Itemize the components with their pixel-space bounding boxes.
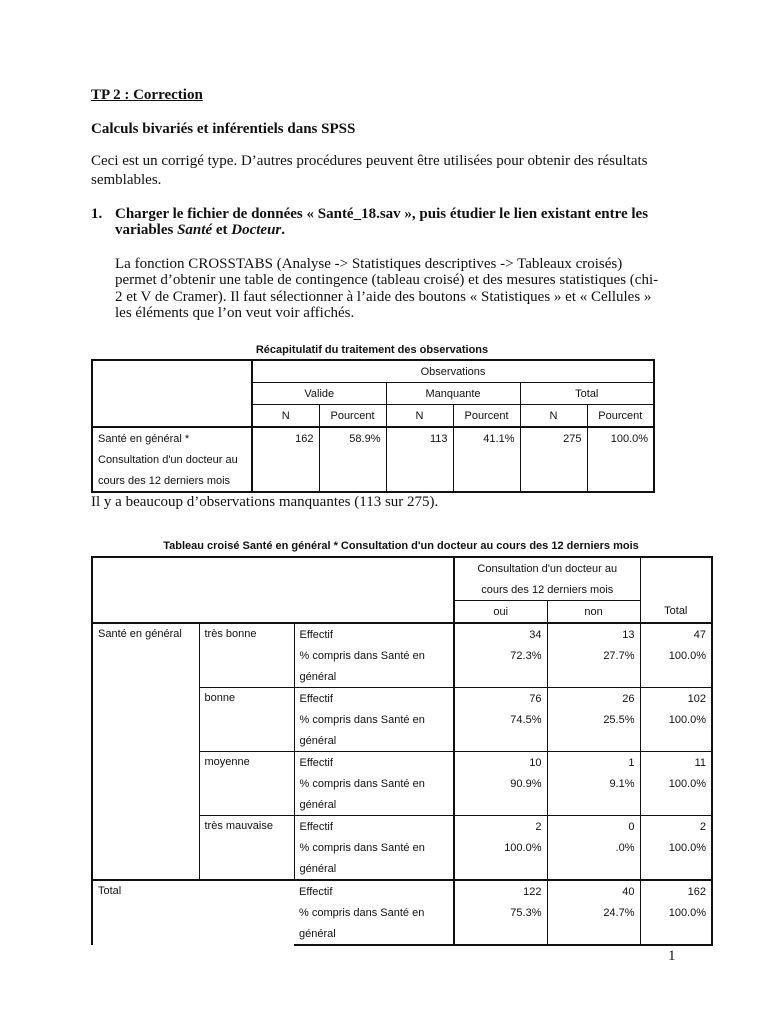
- crosstab-pct-label-2: général: [294, 858, 454, 880]
- crosstab-col-non: non: [547, 601, 640, 624]
- crosstab-cell: 9.1%: [547, 773, 640, 794]
- crosstab-cell: 24.7%: [547, 902, 640, 923]
- summary-row-label-2: Consultation d'un docteur au: [92, 449, 252, 470]
- crosstab-total-label: Total: [92, 880, 294, 945]
- crosstab-cell: 102: [640, 688, 712, 710]
- summary-table-caption: Récapitulatif du traitement des observations: [255, 344, 489, 356]
- summary-table: [91, 359, 655, 493]
- crosstab-cell: 74.5%: [454, 709, 547, 730]
- summary-row-label-1: Santé en général *: [92, 427, 252, 449]
- crosstab-group-label: très bonne: [199, 623, 294, 688]
- crosstab-effectif-label: Effectif: [294, 688, 454, 710]
- summary-cell: 100.0%: [587, 427, 654, 449]
- summary-n-1: N: [252, 405, 319, 428]
- para-line-1: La fonction CROSSTABS (Analyse -> Statistiques descriptives -> Tableaux croisés): [115, 256, 623, 272]
- q-part-a: variables: [115, 222, 178, 238]
- q-part-c: et: [212, 222, 232, 238]
- summary-cell: 58.9%: [319, 427, 386, 449]
- para-line-4: les éléments que l’on veut voir affichés.: [115, 305, 355, 321]
- summary-row-label-3: cours des 12 derniers mois: [92, 470, 252, 492]
- crosstab-cell: 1: [547, 752, 640, 774]
- intro-line-2: semblables.: [91, 172, 162, 188]
- crosstab-col-group-2: cours des 12 derniers mois: [454, 579, 640, 601]
- crosstab-effectif-label: Effectif: [294, 880, 454, 902]
- crosstab-cell: 100.0%: [454, 837, 547, 858]
- doc-subtitle: Calculs bivariés et inférentiels dans SPSS: [91, 121, 356, 137]
- question-number: 1.: [91, 206, 103, 222]
- crosstab-cell: 76: [454, 688, 547, 710]
- q-part-b: Santé: [177, 222, 213, 238]
- crosstab-cell: 0: [547, 816, 640, 838]
- summary-cell: 162: [252, 427, 319, 449]
- summary-manquante: Manquante: [386, 383, 520, 405]
- crosstab-cell: 162: [640, 880, 712, 902]
- crosstab-effectif-label: Effectif: [294, 623, 454, 645]
- summary-cell: 113: [386, 427, 453, 449]
- crosstab-group-label: bonne: [199, 688, 294, 752]
- crosstab-cell: 100.0%: [640, 902, 712, 923]
- summary-pct-2: Pourcent: [453, 405, 520, 428]
- crosstab-cell: 2: [454, 816, 547, 838]
- crosstab-cell: 27.7%: [547, 645, 640, 666]
- crosstab-cell: 75.3%: [454, 902, 547, 923]
- crosstab-cell: 11: [640, 752, 712, 774]
- crosstab-pct-label: % compris dans Santé en: [294, 902, 454, 923]
- crosstab-col-oui: oui: [454, 601, 547, 624]
- crosstab-group-label: moyenne: [199, 752, 294, 816]
- crosstab-effectif-label: Effectif: [294, 816, 454, 838]
- crosstab-cell: 13: [547, 623, 640, 645]
- crosstab-col-total: Total: [640, 601, 712, 624]
- crosstab-table: [91, 556, 713, 946]
- crosstab-pct-label: % compris dans Santé en: [294, 709, 454, 730]
- para-line-2: permet d’obtenir une table de contingence (tableau croisé) et des mesures statistiques (chi-: [115, 272, 659, 288]
- crosstab-pct-label: % compris dans Santé en: [294, 773, 454, 794]
- intro-line-1: Ceci est un corrigé type. D’autres procédures peuvent être utilisées pour obtenir des résultats: [91, 153, 648, 169]
- doc-title: TP 2 : Correction: [91, 87, 203, 103]
- summary-corner: [92, 360, 252, 427]
- crosstab-pct-label-2: général: [294, 730, 454, 752]
- crosstab-effectif-label: Effectif: [294, 752, 454, 774]
- crosstab-cell: 90.9%: [454, 773, 547, 794]
- crosstab-caption: Tableau croisé Santé en général * Consultation d'un docteur au cours des 12 derniers mois: [163, 540, 639, 552]
- crosstab-pct-label: % compris dans Santé en: [294, 837, 454, 858]
- summary-total: Total: [520, 383, 654, 405]
- crosstab-cell: 40: [547, 880, 640, 902]
- crosstab-cell: 122: [454, 880, 547, 902]
- summary-n-3: N: [520, 405, 587, 428]
- summary-n-2: N: [386, 405, 453, 428]
- crosstab-cell: 10: [454, 752, 547, 774]
- crosstab-cell: 2: [640, 816, 712, 838]
- question-line-2: [115, 221, 285, 240]
- missing-note: Il y a beaucoup d’observations manquantes (113 sur 275).: [91, 494, 439, 510]
- q-part-d: Docteur: [231, 222, 282, 238]
- crosstab-cell: 100.0%: [640, 837, 712, 858]
- crosstab-pct-label-2: général: [294, 666, 454, 688]
- crosstab-cell: 72.3%: [454, 645, 547, 666]
- page-number: 1: [668, 948, 676, 964]
- crosstab-pct-label-2: général: [294, 794, 454, 816]
- crosstab-pct-label: % compris dans Santé en: [294, 645, 454, 666]
- question-line-1: Charger le fichier de données « Santé_18.sav », puis étudier le lien existant entre les: [115, 206, 649, 222]
- crosstab-cell: 47: [640, 623, 712, 645]
- summary-pct-1: Pourcent: [319, 405, 386, 428]
- crosstab-corner: [92, 557, 454, 623]
- para-line-3: 2 et V de Cramer). Il faut sélectionner à l’aide des boutons « Statistiques » et « Cellules »: [115, 289, 652, 305]
- crosstab-cell: 100.0%: [640, 773, 712, 794]
- q-part-e: .: [281, 222, 286, 238]
- summary-observations: Observations: [252, 360, 654, 383]
- summary-valide: Valide: [252, 383, 386, 405]
- summary-pct-3: Pourcent: [587, 405, 654, 428]
- crosstab-cell: 100.0%: [640, 645, 712, 666]
- crosstab-cell: 25.5%: [547, 709, 640, 730]
- crosstab-col-group-1: Consultation d'un docteur au: [454, 557, 640, 579]
- summary-cell: 275: [520, 427, 587, 449]
- crosstab-cell: 100.0%: [640, 709, 712, 730]
- crosstab-pct-label-2: général: [294, 923, 454, 945]
- crosstab-cell: 26: [547, 688, 640, 710]
- crosstab-cell: 34: [454, 623, 547, 645]
- crosstab-group-label: très mauvaise: [199, 816, 294, 881]
- crosstab-var-label: Santé en général: [92, 623, 199, 880]
- crosstab-cell: .0%: [547, 837, 640, 858]
- summary-cell: 41.1%: [453, 427, 520, 449]
